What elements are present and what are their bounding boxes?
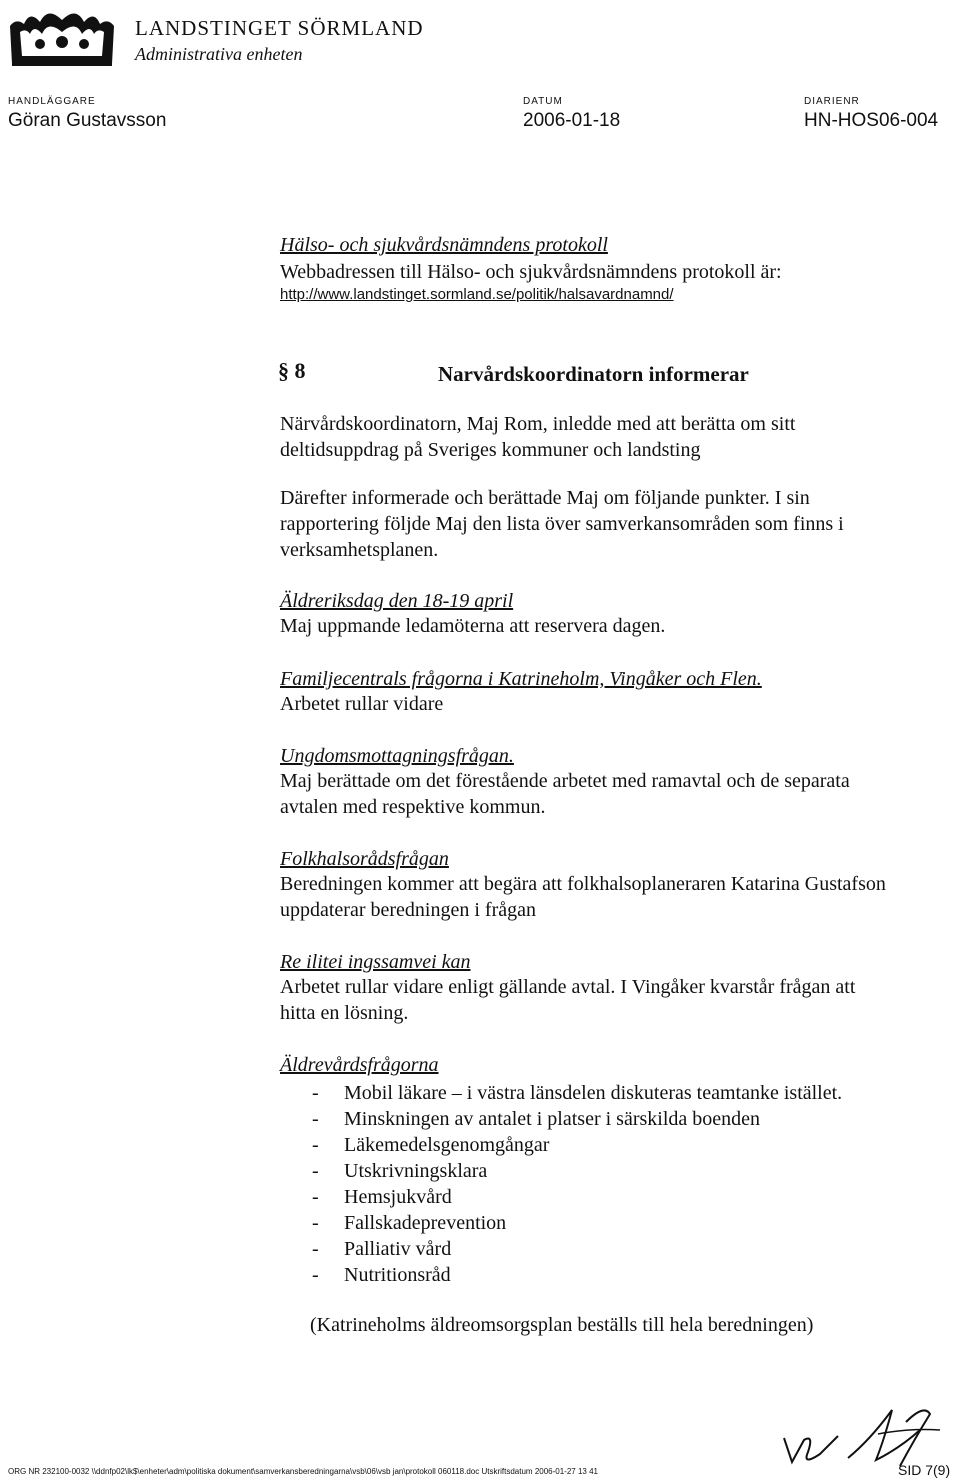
- topic-heading: Re ilitei ingssamvei kan: [280, 951, 471, 973]
- topic-heading: Folkhalsorådsfrågan: [280, 848, 449, 870]
- points-line: Därefter informerade och berättade Maj om följande punkter. I sin: [280, 487, 810, 509]
- handlaggare-label: HANDLÄGGARE: [8, 96, 96, 107]
- aldrevard-list: [280, 1080, 842, 1288]
- topic-text: Arbetet rullar vidare enligt gällande avtal. I Vingåker kvarstår frågan att: [280, 976, 856, 998]
- list-item: - Nutritionsråd: [280, 1262, 842, 1288]
- topic-text: avtalen med respektive kommun.: [280, 796, 546, 818]
- topic-ungdomsmottagning: [280, 745, 850, 820]
- points-line: verksamhetsplanen.: [280, 539, 439, 561]
- topic-rehabilitering: [280, 951, 855, 1026]
- section-title: Narvårdskoordinatorn informerar: [438, 362, 749, 386]
- organization-unit: Administrativa enheten: [135, 44, 303, 64]
- topic-familjecentral: [280, 668, 762, 717]
- organization-name: LANDSTINGET SÖRMLAND: [135, 16, 424, 40]
- list-item: - Hemsjukvård: [280, 1184, 842, 1210]
- topic-text: Maj uppmande ledamöterna att reservera dagen.: [280, 615, 666, 637]
- diarienr-value: HN-HOS06-004: [804, 110, 939, 131]
- datum-value: 2006-01-18: [523, 110, 621, 131]
- topic-heading: Familjecentrals frågorna i Katrineholm, Vingåker och Flen.: [280, 668, 762, 690]
- topic-text: Beredningen kommer att begära att folkhalsoplaneraren Katarina Gustafson: [280, 873, 886, 895]
- datum-label: DATUM: [523, 96, 563, 107]
- list-item: - Mobil läkare – i västra länsdelen diskuteras teamtanke istället.: [280, 1080, 842, 1106]
- topic-heading: Äldreriksdag den 18-19 april: [280, 590, 514, 612]
- aldrevard-heading: Äldrevårdsfrågorna: [280, 1054, 439, 1076]
- topic-aldreriksdag: [280, 590, 665, 639]
- list-item: - Utskrivningsklara: [280, 1158, 842, 1184]
- list-item: - Minskningen av antalet i platser i särskilda boenden: [280, 1106, 842, 1132]
- protokoll-text: Webbadressen till Hälso- och sjukvårdsnämndens protokoll är:: [280, 261, 782, 283]
- topic-heading: Ungdomsmottagningsfrågan.: [280, 745, 514, 767]
- diarienr-label: DIARIENR: [804, 96, 860, 107]
- topic-text: Maj berättade om det förestående arbetet med ramavtal och de separata: [280, 770, 850, 792]
- intro-line: deltidsuppdrag på Sveriges kommuner och landsting: [280, 439, 701, 461]
- intro-line: Närvårdskoordinatorn, Maj Rom, inledde med att berätta om sitt: [280, 413, 796, 435]
- topic-text: hitta en lösning.: [280, 1002, 409, 1024]
- crown-logo: [6, 4, 118, 70]
- points-paragraph: [280, 485, 844, 563]
- handlaggare-value: Göran Gustavsson: [8, 110, 167, 131]
- section-number: § 8: [278, 358, 306, 383]
- list-item: - Palliativ vård: [280, 1236, 842, 1262]
- protokoll-url-link[interactable]: http://www.landstinget.sormland.se/politik/halsavardnamnd/: [280, 286, 674, 303]
- topic-text: Arbetet rullar vidare: [280, 693, 444, 715]
- topic-folkhalsorad: [280, 848, 886, 923]
- list-item: - Läkemedelsgenomgångar: [280, 1132, 842, 1158]
- protokoll-heading: Hälso- och sjukvårdsnämndens protokoll: [280, 234, 608, 256]
- points-line: rapportering följde Maj den lista över samverkansområden som finns i: [280, 513, 844, 535]
- aldrevard-note: (Katrineholms äldreomsorgsplan beställs till hela beredningen): [310, 1314, 814, 1336]
- footer-text: ORG NR 232100-0032 \\ddnfp02\lk$\enheter\adm\politiska dokument\samverkansberedningarna\vsb\06\vsb jan\protokoll 060118.doc Utskriftsdatum 2006-01-27 13 41: [8, 1467, 598, 1476]
- topic-text: uppdaterar beredningen i frågan: [280, 899, 536, 921]
- page-number: SID 7(9): [898, 1462, 951, 1478]
- list-item: - Fallskadeprevention: [280, 1210, 842, 1236]
- intro-paragraph: [280, 411, 795, 463]
